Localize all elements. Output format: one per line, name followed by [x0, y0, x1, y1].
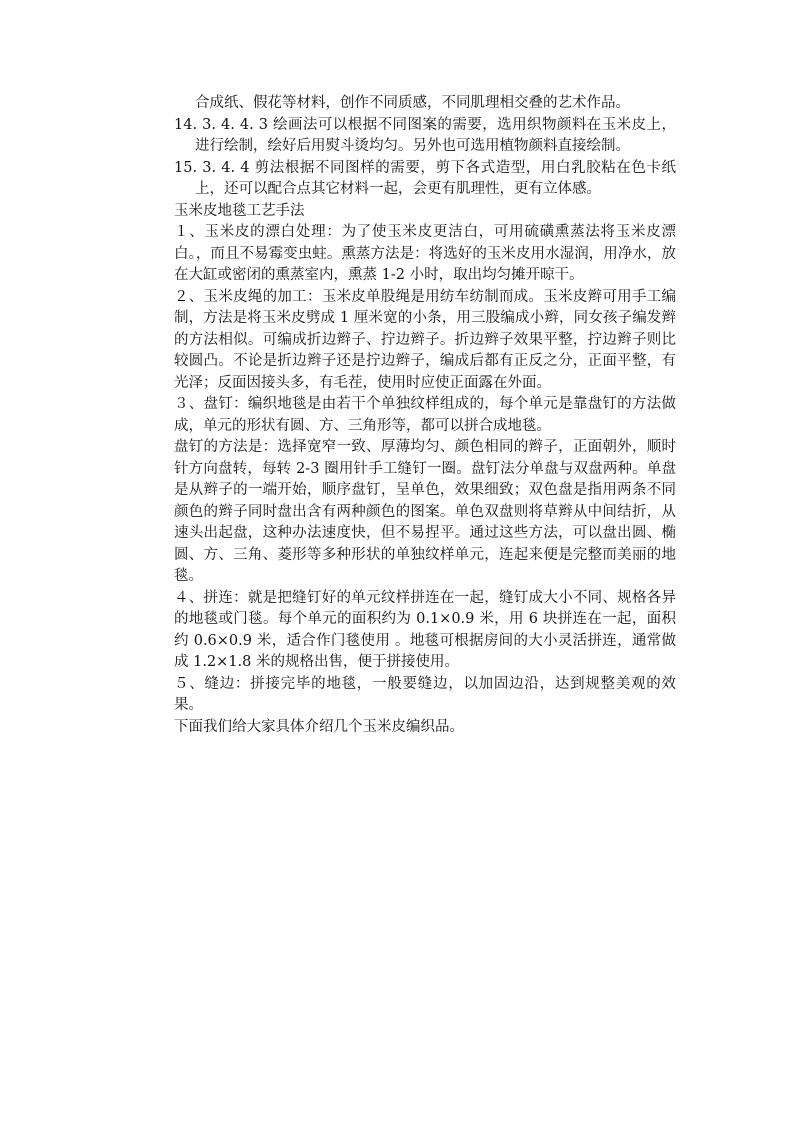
section-heading: 玉米皮地毯工艺手法 [174, 202, 305, 219]
paragraph-edging: ５、缝边：拼接完毕的地毯，一般要缝边，以加固边沿，达到规整美观的效果。 [174, 675, 676, 713]
paragraph-joining: ４、拼连：就是把缝钉好的单元纹样拼连在一起，缝钉成大小不同、规格各异的地毯或门毯。每个单元的面积约为 0.1×0.9 米，用 6 块拼连在一起，面积约 0.6×0.9 米，适合作门毯使用 。地毯可根据房间的大小灵活拼连，通常做成 1.2×1.8 米的规格出售，便于拼接使用。 [174, 589, 676, 670]
paragraph-closing: 下面我们给大家具体介绍几个玉米皮编织品。 [174, 718, 464, 735]
paragraph-materials: 合成纸、假花等材料，创作不同质感，不同肌理相交叠的艺术作品。 [195, 95, 630, 111]
paragraph-bleaching: １、玉米皮的漂白处理：为了使玉米皮更洁白，可用硫磺熏蒸法将玉米皮漂白。，而且不易霉变虫蛀。熏蒸方法是：将选好的玉米皮用水湿润，用净水，放在大缸或密闭的熏蒸室内，熏蒸 1-2 小时，取出均匀摊开晾干。 [174, 224, 676, 283]
paragraph-coiling: ３、盘钉：编织地毯是由若干个单独纹样组成的，每个单元是靠盘钉的方法做成，单元的形状有圆、方、三角形等，都可以拼合成地毯。 [174, 396, 676, 434]
document-body [174, 93, 676, 738]
paragraph-rope-processing: ２、玉米皮绳的加工：玉米皮单股绳是用纺车纺制而成。玉米皮辫可用手工编制，方法是将玉米皮劈成 1 厘米宽的小条，用三股编成小辫，同女孩子编发辫的方法相似。可编成折边辫子、拧边辫子。折边辫子效果平整，拧边辫子则比较圆凸。不论是折边辫子还是拧边辫子，编成后都有正反之分，正面平整，有光泽；反面因接头多，有毛茬，使用时应使正面露在外面。 [174, 288, 676, 391]
paragraph-cutting-method: 15. 3. 4. 4 剪法根据不同图样的需要，剪下各式造型，用白乳胶粘在色卡纸上，还可以配合点其它材料一起，会更有肌理性，更有立体感。 [174, 159, 676, 197]
paragraph-coiling-method: 盘钉的方法是：选择宽窄一致、厚薄均匀、颜色相同的辫子，正面朝外，顺时针方向盘转，每转 2-3 圈用针手工缝钉一圈。盘钉法分单盘与双盘两种。单盘是从辫子的一端开始，顺序盘钉，呈单色，效果细致；双色盘是指用两条不同颜色的辫子同时盘出含有两种颜色的图案。单色双盘则将草辫从中间结折，从速头出起盘，这种办法速度快，但不易捏平。通过这些方法，可以盘出圆、椭圆、方、三角、菱形等多种形状的单独纹样单元，连起来便是完整而美丽的地毯。 [174, 439, 676, 584]
paragraph-painting-method: 14. 3. 4. 4. 3 绘画法可以根据不同图案的需要，选用织物颜料在玉米皮上，进行绘制，绘好后用熨斗烫均匀。另外也可选用植物颜料直接绘制。 [174, 116, 676, 154]
